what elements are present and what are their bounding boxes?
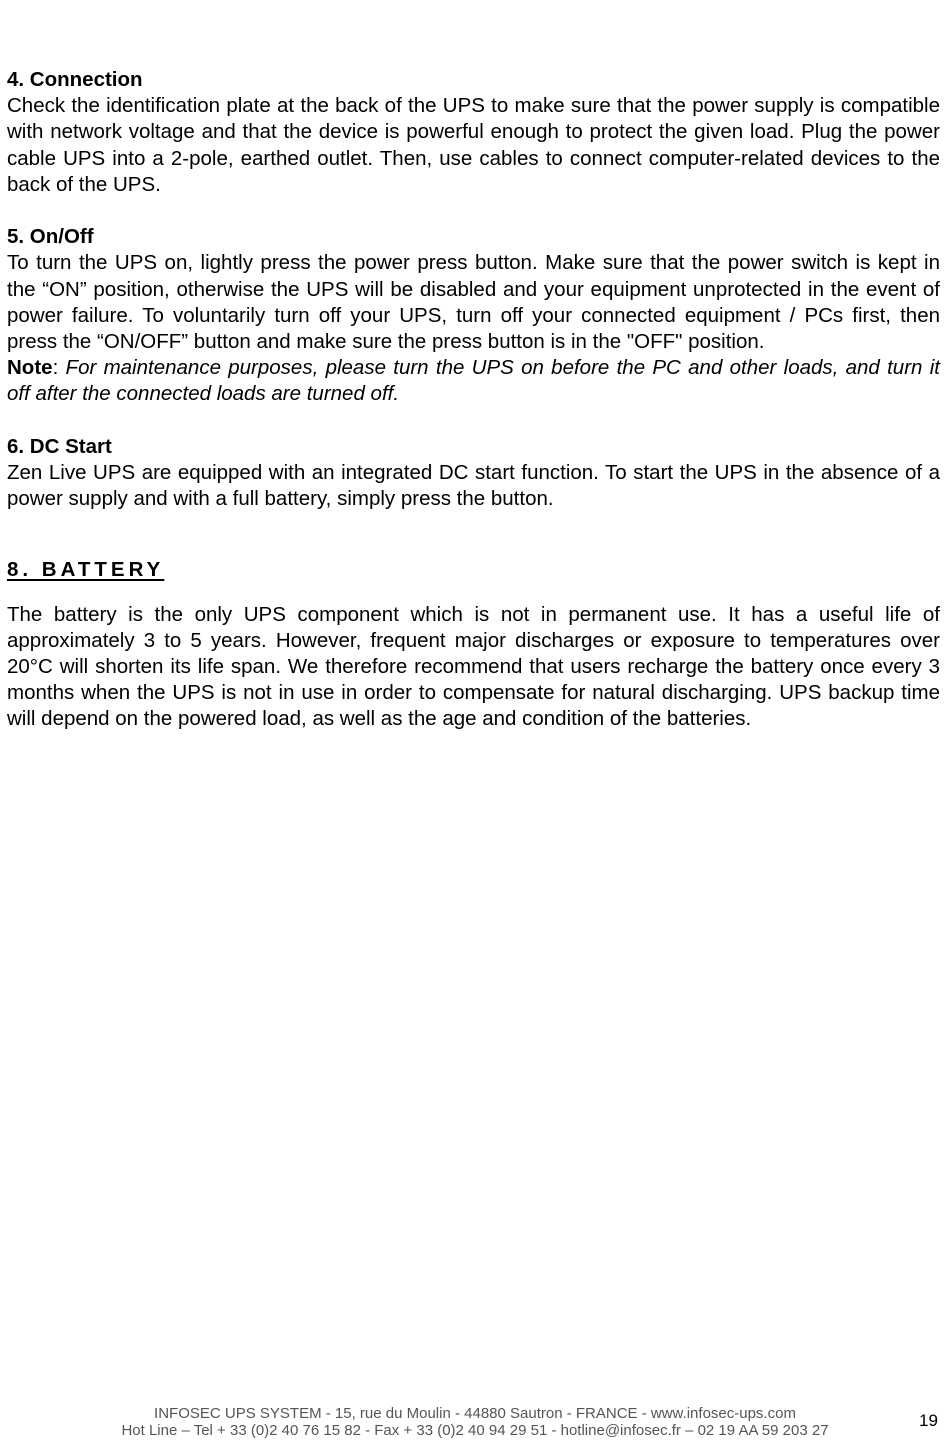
section-on-off (7, 224, 940, 407)
footer-contact-line: Hot Line – Tel + 33 (0)2 40 76 15 82 - Fax + 33 (0)2 40 94 29 51 - hotline@infosec.fr – 02 19 AA 59 203 27 (121, 1422, 829, 1439)
section-title-on-off: 5. On/Off (7, 225, 94, 249)
page-footer (0, 1405, 950, 1439)
maintenance-note (7, 355, 940, 407)
section-title-connection: 4. Connection (7, 68, 143, 91)
section-spacer (7, 198, 940, 224)
footer-address-line: INFOSEC UPS SYSTEM - 15, rue du Moulin - 44880 Sautron - FRANCE - www.infosec-ups.com (154, 1405, 796, 1422)
section-body-connection: Check the identification plate at the back of the UPS to make sure that the power supply is compatible with network voltage and that the device is powerful enough to protect the given load. Plug the power cable UPS into a 2-pole, earthed outlet. Then, use cables to connect computer-related devices to the back of the UPS. (7, 94, 940, 196)
note-separator: : (52, 356, 66, 380)
note-text: For maintenance purposes, please turn the UPS on before the PC and other loads, and turn it off after the connected loads are turned off. (7, 356, 940, 406)
chapter-heading-battery: 8. BATTERY (7, 558, 165, 582)
section-spacer (7, 408, 940, 434)
section-body-dc-start: Zen Live UPS are equipped with an integrated DC start function. To start the UPS in the absence of a power supply and with a full battery, simply press the button. (7, 461, 940, 511)
page-number: 19 (919, 1411, 938, 1430)
section-dc-start (7, 434, 940, 513)
note-label: Note (7, 356, 53, 380)
page-content (7, 67, 940, 733)
section-connection (7, 67, 940, 198)
section-title-dc-start: 6. DC Start (7, 434, 112, 458)
battery-body: The battery is the only UPS component which is not in permanent use. It has a useful life of approximately 3 to 5 years. However, frequent major discharges or exposure to temperatures over 20°C will shorten its life span. We therefore recommend that users recharge the battery once every 3 months when the UPS is not in use in order to compensate for natural discharging. UPS backup time will depend on the powered load, as well as the age and condition of the batteries. (7, 602, 940, 731)
section-body-on-off: To turn the UPS on, lightly press the power press button. Make sure that the power switch is kept in the “ON” position, otherwise the UPS will be disabled and your equipment unprotected in the event of power failure. To voluntarily turn off your UPS, turn off your connected equipment / PCs first, then press the “ON/OFF” button and make sure the press button is in the "OFF" position. (7, 251, 940, 354)
